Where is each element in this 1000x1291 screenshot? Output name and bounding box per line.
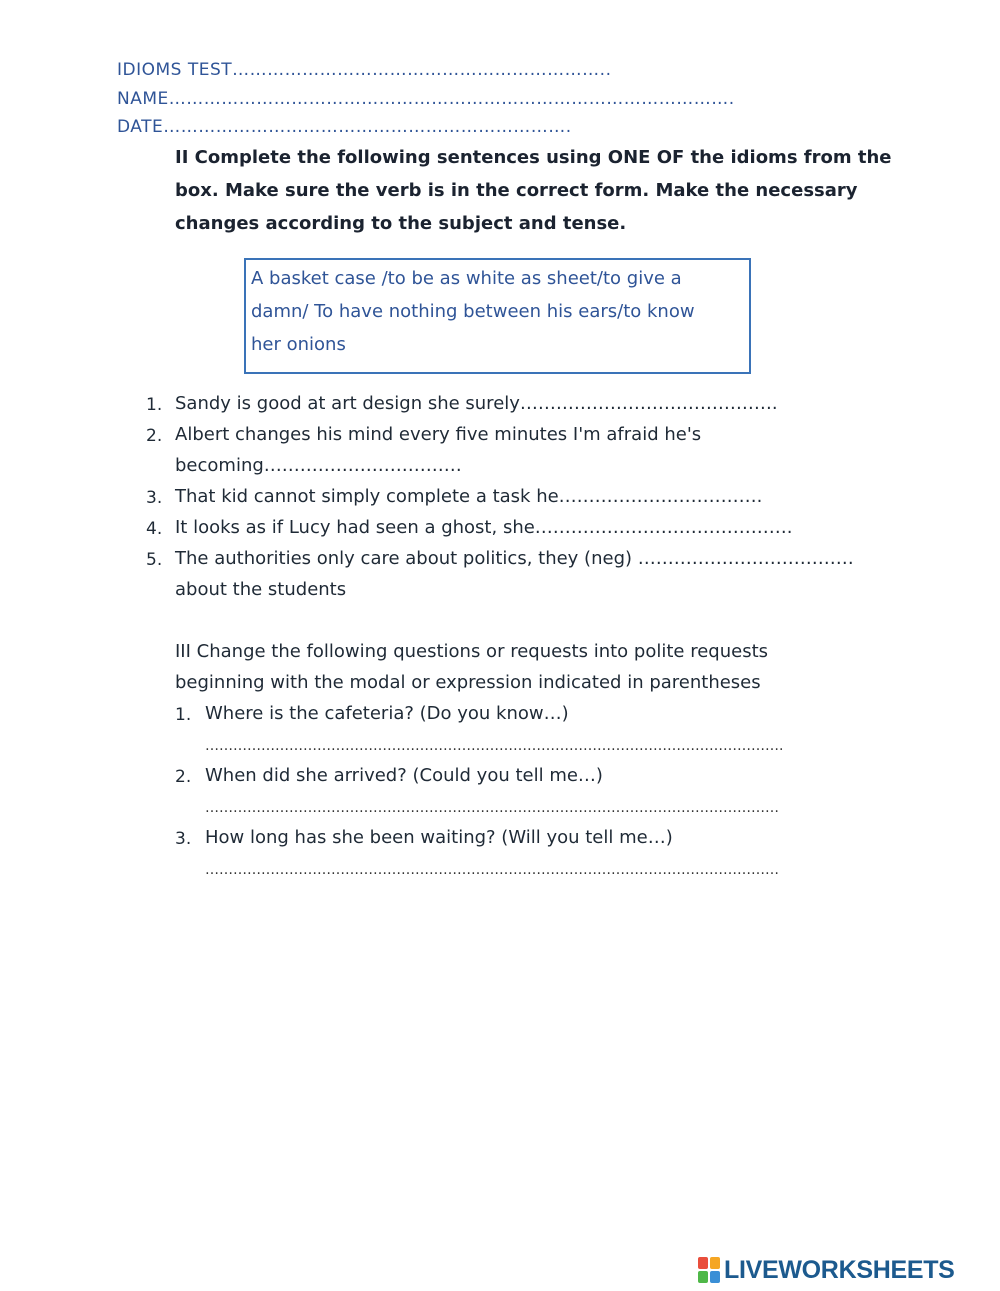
question-1: Where is the cafeteria? (Do you know…) (205, 703, 569, 724)
sentence-4: It looks as if Lucy had seen a ghost, she……………………………………. (175, 517, 793, 538)
idioms-box-text (251, 262, 695, 361)
section3-instruction-line: III Change the following questions or requests into polite requests (175, 641, 769, 662)
item-number: 2. (146, 426, 163, 446)
item-number: 4. (146, 519, 163, 539)
sentence-2-cont: becoming…………………………… (175, 455, 462, 476)
answer-line-2[interactable]: …………………………………………………………………………………………………………… (205, 800, 779, 816)
sentence-1: Sandy is good at art design she surely……………………………………. (175, 393, 778, 414)
logo-block (698, 1271, 708, 1283)
instruction-line: II Complete the following sentences using ONE OF the idioms from the (175, 147, 892, 168)
sentence-5-cont: about the students (175, 579, 347, 600)
section3-instruction-line: beginning with the modal or expression indicated in parentheses (175, 672, 761, 693)
instruction-line: box. Make sure the verb is in the correct form. Make the necessary (175, 180, 858, 201)
idioms-line: damn/ To have nothing between his ears/to know (251, 301, 695, 322)
idioms-line: her onions (251, 334, 346, 355)
sentence-2: Albert changes his mind every five minutes I'm afraid he's (175, 424, 702, 445)
item-number: 3. (146, 488, 163, 508)
question-2: When did she arrived? (Could you tell me…) (205, 765, 603, 786)
logo-block (710, 1257, 720, 1269)
item-number: 2. (175, 767, 192, 787)
idioms-line: A basket case /to be as white as sheet/to give a (251, 268, 682, 289)
item-number: 1. (175, 705, 192, 725)
item-number: 3. (175, 829, 192, 849)
test-title: IDIOMS TEST……………………………………………………….. (117, 60, 612, 80)
question-3: How long has she been waiting? (Will you tell me…) (205, 827, 673, 848)
date-field: DATE……………………………………………………………. (117, 117, 572, 137)
answer-line-1[interactable]: ……………………………………………………………………………………………………………. (205, 738, 784, 754)
logo-icon (698, 1257, 720, 1283)
sentence-5: The authorities only care about politics, they (neg) ……………………………… (175, 548, 854, 569)
instruction-line: changes according to the subject and tense. (175, 213, 627, 234)
sentence-3: That kid cannot simply complete a task he……………………………. (175, 486, 763, 507)
logo-block (698, 1257, 708, 1269)
logo-text: LIVEWORKSHEETS (724, 1255, 955, 1284)
item-number: 1. (146, 395, 163, 415)
name-field: NAME……………………………………………………………………………………. (117, 89, 735, 109)
liveworksheets-logo[interactable] (698, 1256, 955, 1284)
logo-block (710, 1271, 720, 1283)
item-number: 5. (146, 550, 163, 570)
answer-line-3[interactable]: …………………………………………………………………………………………………………… (205, 862, 779, 878)
section2-instruction (175, 141, 892, 240)
